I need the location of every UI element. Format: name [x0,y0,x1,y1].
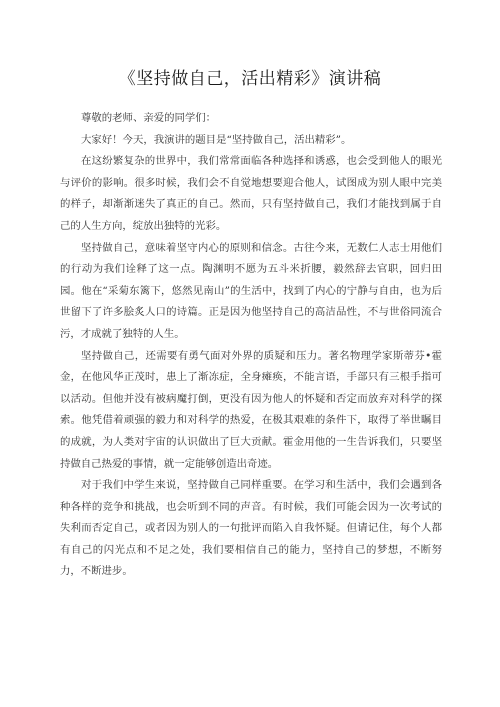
salutation: 尊敬的老师、亲爱的同学们： [81,112,217,124]
document-body [60,108,442,583]
body-paragraph: 坚持做自己，还需要有勇气面对外界的质疑和压力。著名物理学家斯蒂芬•霍金，在他风华正茂时，患上了渐冻症，全身瘫痪，不能言语，手部只有三根手指可以活动。但他并没有被病魔打倒，更没有因为他人的怀疑和否定而放弃对科学的探索。他凭借着顽强的毅力和对科学的热爱，在极其艰难的条件下，取得了举世瞩目的成就，为人类对宇宙的认识做出了巨大贡献。霍金用他的一生告诉我们，只要坚持做自己热爱的事情，就一定能够创造出奇迹。 [60,349,442,470]
document-title: 《坚持做自己，活出精彩》演讲稿 [118,69,382,89]
body-paragraph: 坚持做自己，意味着坚守内心的原则和信念。古往今来，无数仁人志士用他们的行动为我们诠释了这一点。陶渊明不愿为五斗米折腰，毅然辞去官职，回归田园。他在“采菊东篱下，悠然见南山”的生活中，找到了内心的宁静与自由，也为后世留下了许多脍炙人口的诗篇。正是因为他坚持自己的高洁品性，不与世俗同流合污，才成就了独特的人生。 [60,241,442,340]
body-paragraph: 对于我们中学生来说，坚持做自己同样重要。在学习和生活中，我们会遇到各种各样的竞争和挑战，也会听到不同的声音。有时候，我们可能会因为一次考试的失利而否定自己，或者因为别人的一句批评而陷入自我怀疑。但请记住，每个人都有自己的闪光点和不足之处，我们要相信自己的能力，坚持自己的梦想，不断努力，不断进步。 [60,479,442,578]
greeting-paragraph: 大家好！今天，我演讲的题目是“坚持做自己，活出精彩”。 [81,133,352,146]
body-paragraph: 在这纷繁复杂的世界中，我们常常面临各种选择和诱惑，也会受到他人的眼光与评价的影响。很多时候，我们会不自觉地想要迎合他人，试图成为别人眼中完美的样子，却渐渐迷失了真正的自己。然而，只有坚持做自己，我们才能找到属于自己的人生方向，绽放出独特的光彩。 [60,155,442,232]
